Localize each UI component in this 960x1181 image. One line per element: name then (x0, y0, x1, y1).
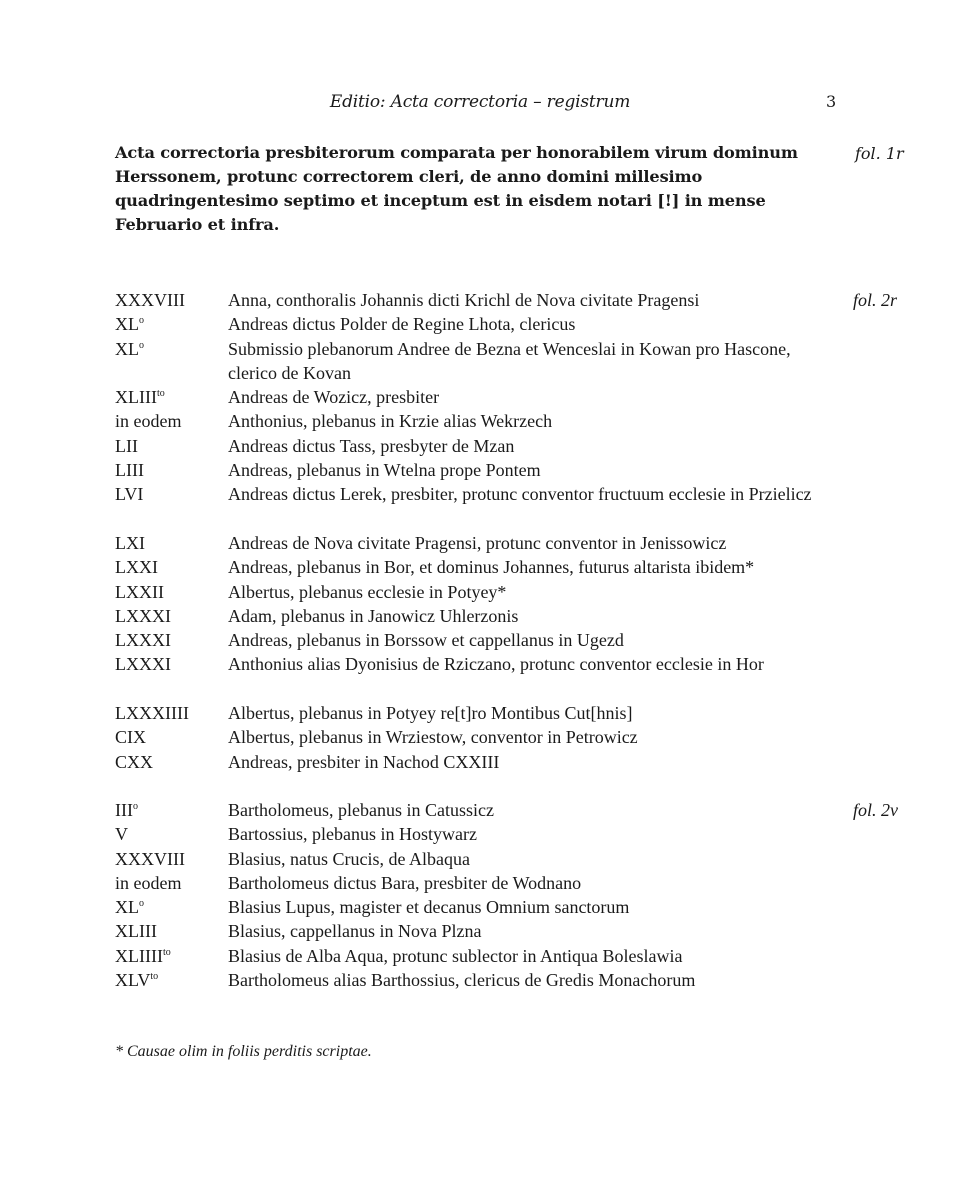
entry-text: Anthonius alias Dyonisius de Rziczano, protunc conventor ecclesie in Hor (228, 654, 764, 675)
entry-text: Blasius, cappellanus in Nova Plzna (228, 921, 482, 942)
entry-number (115, 628, 171, 652)
entry-number-superscript: o (139, 339, 144, 351)
entry-number (115, 847, 185, 871)
entry-text: Andreas dictus Polder de Regine Lhota, clericus (228, 314, 576, 335)
entry-number (115, 312, 144, 336)
entry-number (115, 337, 144, 361)
entry-number (115, 409, 181, 433)
entry-number-text: CIX (115, 727, 146, 748)
entry-text: Anna, conthoralis Johannis dicti Krichl de Nova civitate Pragensi (228, 290, 700, 310)
entry-number-text: LXXXI (115, 605, 171, 626)
register-entry (0, 312, 960, 336)
entry-number (115, 944, 171, 968)
register-entry (0, 895, 960, 919)
entry-number (115, 652, 171, 676)
entry-number-text: LXXXIIII (115, 703, 189, 724)
entry-number-superscript: to (162, 946, 171, 958)
entry-text: Bartholomeus, plebanus in Catussicz (228, 800, 494, 820)
register-entry (0, 968, 960, 992)
entry-number (115, 434, 138, 458)
entry-number (115, 871, 181, 895)
register-section-b (0, 798, 960, 992)
entry-text: Andreas de Nova civitate Pragensi, protunc conventor in Jenissowicz (228, 532, 727, 553)
entry-number-text: LXXII (115, 581, 164, 602)
entry-number-superscript: o (139, 898, 144, 910)
entry-text: Submissio plebanorum Andree de Bezna et Wenceslai in Kowan pro Hascone, clerico de Kovan (228, 338, 791, 383)
entry-number-text: XL (115, 897, 139, 918)
register-entry (0, 725, 960, 749)
entry-number-text: XLIII (115, 921, 157, 942)
register-entry (0, 944, 960, 968)
register-entry (0, 798, 960, 822)
entry-number-text: XLIIII (115, 945, 163, 966)
entry-number-text: XL (115, 314, 139, 335)
entry-number (115, 385, 165, 409)
footnote: * Causae olim in foliis perditis scriptae. (115, 1043, 372, 1060)
entry-text: Bartholomeus alias Barthossius, clericus de Gredis Monachorum (228, 970, 696, 991)
entry-text: Andreas dictus Tass, presbyter de Mzan (228, 435, 515, 456)
entry-text: Blasius de Alba Aqua, protunc sublector in Antiqua Boleslawia (228, 945, 683, 966)
entry-text: Blasius Lupus, magister et decanus Omnium sanctorum (228, 897, 630, 918)
folio-marker: fol. 2v (853, 800, 898, 820)
entry-text: Albertus, plebanus in Wrziestow, conventor in Petrowicz (228, 727, 638, 748)
entry-number-text: in eodem (115, 872, 182, 893)
entry-number (115, 555, 158, 579)
entry-number (115, 822, 128, 846)
page-number: 3 (826, 92, 837, 111)
entry-number-text: LIII (115, 460, 144, 481)
register-entry (0, 847, 960, 871)
register-entry (0, 580, 960, 604)
entry-number (115, 798, 138, 822)
register-entry (0, 822, 960, 846)
entry-text: Blasius, natus Crucis, de Albaqua (228, 848, 470, 869)
entry-number (115, 701, 189, 725)
entry-number-superscript: o (139, 315, 144, 327)
entry-number-superscript: o (132, 801, 138, 812)
entry-number (115, 531, 145, 555)
register-entry (0, 871, 960, 895)
register-entry (0, 652, 960, 701)
entry-number (115, 482, 143, 506)
document-title: Acta correctoria presbiterorum comparata per honorabilem virum dominum Herssonem, protunc correctorem cleri, de anno domini millesimo quadringentesimo septimo et inceptum est in eisdem notari [!] in mense Februario et infra. (115, 143, 798, 234)
entry-number-text: XLV (115, 970, 151, 991)
entry-number-text: LVI (115, 484, 144, 505)
register-section-a (0, 288, 960, 774)
register-entry (0, 409, 960, 433)
register-entry (0, 919, 960, 943)
entry-number (115, 968, 158, 992)
entry-text: Andreas, presbiter in Nachod CXXIII (228, 751, 500, 772)
entry-number-text: LXXXI (115, 654, 171, 675)
entry-text: Albertus, plebanus in Potyey re[t]ro Montibus Cut[hnis] (228, 703, 633, 724)
entry-text: Andreas de Wozicz, presbiter (228, 387, 440, 408)
entry-number-text: CXX (115, 751, 154, 772)
page-header (0, 92, 960, 118)
entry-number (115, 458, 144, 482)
entry-text: Albertus, plebanus ecclesie in Potyey* (228, 581, 507, 602)
entry-number-text: XXXVIII (115, 290, 185, 310)
entry-number-text: LXI (115, 532, 145, 553)
entry-text: Anthonius, plebanus in Krzie alias Wekrzech (228, 411, 553, 432)
entry-text: Andreas, plebanus in Wtelna prope Pontem (228, 460, 541, 481)
entry-number (115, 288, 185, 312)
register-entry (0, 385, 960, 409)
register-entry (0, 458, 960, 482)
register-entry (0, 288, 960, 312)
entry-text: Bartholomeus dictus Bara, presbiter de Wodnano (228, 872, 582, 893)
entry-number (115, 895, 144, 919)
entry-number-text: XLIII (115, 387, 157, 408)
entry-number (115, 750, 153, 774)
register-entry (0, 337, 960, 386)
entry-number-superscript: to (156, 388, 165, 400)
register-entry (0, 482, 960, 531)
entry-number-text: III (115, 800, 133, 820)
register-entry (0, 628, 960, 652)
entry-text: Andreas, plebanus in Borssow et cappellanus in Ugezd (228, 630, 624, 651)
entry-number-text: XL (115, 338, 139, 359)
running-title: Editio: Acta correctoria – registrum (329, 92, 631, 112)
register-entry (0, 555, 960, 579)
entry-number-text: LII (115, 435, 138, 456)
folio-marker: fol. 2r (853, 290, 898, 310)
entry-number-text: V (115, 824, 128, 845)
entry-number-text: LXXI (115, 557, 158, 578)
register-entry (0, 701, 960, 725)
entry-number (115, 604, 171, 628)
entry-number-text: LXXXI (115, 630, 171, 651)
entry-number (115, 919, 157, 943)
entry-text: Andreas, plebanus in Bor, et dominus Johannes, futurus altarista ibidem* (228, 557, 755, 578)
entry-number-text: in eodem (115, 411, 182, 432)
entry-number (115, 725, 146, 749)
entry-number (115, 580, 164, 604)
register-entry (0, 604, 960, 628)
entry-text: Bartossius, plebanus in Hostywarz (228, 824, 477, 845)
folio-marker: fol. 1r (855, 144, 904, 163)
entry-number-text: XXXVIII (115, 848, 185, 869)
register-entry (0, 531, 960, 555)
register-entry (0, 434, 960, 458)
entry-number-superscript: to (150, 971, 159, 983)
entry-text: Andreas dictus Lerek, presbiter, protunc conventor fructuum ecclesie in Przielicz (228, 484, 812, 505)
entry-text: Adam, plebanus in Janowicz Uhlerzonis (228, 605, 519, 626)
register-entry (0, 750, 960, 774)
